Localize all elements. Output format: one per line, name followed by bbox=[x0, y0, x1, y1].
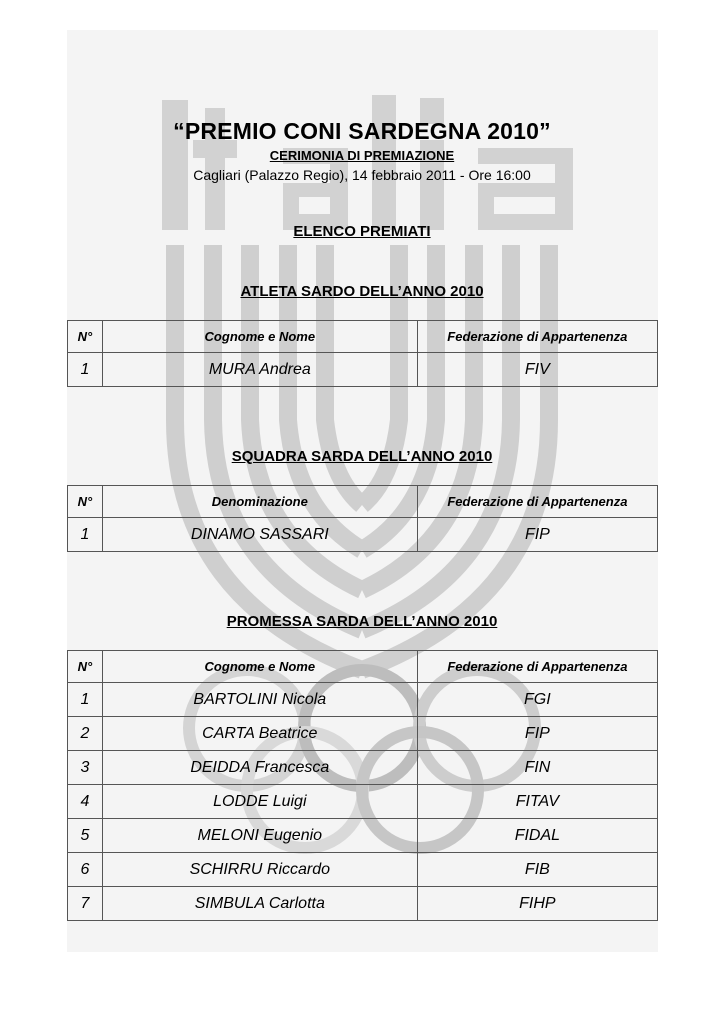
table-squadra bbox=[67, 485, 658, 552]
section-title-atleta: ATLETA SARDO DELL’ANNO 2010 bbox=[240, 283, 484, 300]
table-row bbox=[68, 353, 658, 387]
table-row bbox=[68, 683, 658, 717]
col-header-federation: Federazione di Appartenenza bbox=[417, 651, 657, 683]
table-atleta bbox=[67, 320, 658, 387]
cell-name: CARTA Beatrice bbox=[102, 717, 417, 751]
cell-federation: FIDAL bbox=[417, 819, 657, 853]
cell-name: SIMBULA Carlotta bbox=[102, 887, 417, 921]
cell-federation: FGI bbox=[417, 683, 657, 717]
table-promessa bbox=[67, 650, 658, 921]
cell-federation: FITAV bbox=[417, 785, 657, 819]
cell-number: 5 bbox=[68, 819, 103, 853]
cell-federation: FIP bbox=[417, 518, 657, 552]
cell-number: 4 bbox=[68, 785, 103, 819]
table-row bbox=[68, 717, 658, 751]
section-title-promessa: PROMESSA SARDA DELL’ANNO 2010 bbox=[226, 613, 498, 630]
ceremony-subtitle: CERIMONIA DI PREMIAZIONE bbox=[269, 148, 455, 163]
table-header-row bbox=[68, 651, 658, 683]
cell-name: MURA Andrea bbox=[102, 353, 417, 387]
table-row bbox=[68, 819, 658, 853]
cell-federation: FIV bbox=[417, 353, 657, 387]
cell-number: 2 bbox=[68, 717, 103, 751]
cell-name: LODDE Luigi bbox=[102, 785, 417, 819]
cell-name: DINAMO SASSARI bbox=[102, 518, 417, 552]
col-header-number: N° bbox=[68, 321, 103, 353]
col-header-federation: Federazione di Appartenenza bbox=[417, 486, 657, 518]
cell-number: 3 bbox=[68, 751, 103, 785]
table-header-row bbox=[68, 321, 658, 353]
cell-federation: FIHP bbox=[417, 887, 657, 921]
cell-name: DEIDDA Francesca bbox=[102, 751, 417, 785]
page-title: “PREMIO CONI SARDEGNA 2010” bbox=[173, 118, 551, 144]
awardees-list-title: ELENCO PREMIATI bbox=[293, 223, 431, 240]
col-header-denomination: Denominazione bbox=[102, 486, 417, 518]
table-row bbox=[68, 887, 658, 921]
cell-number: 1 bbox=[68, 353, 103, 387]
cell-name: MELONI Eugenio bbox=[102, 819, 417, 853]
cell-federation: FIP bbox=[417, 717, 657, 751]
cell-number: 7 bbox=[68, 887, 103, 921]
col-header-federation: Federazione di Appartenenza bbox=[417, 321, 657, 353]
col-header-name: Cognome e Nome bbox=[102, 651, 417, 683]
col-header-number: N° bbox=[68, 651, 103, 683]
table-row bbox=[68, 751, 658, 785]
cell-federation: FIB bbox=[417, 853, 657, 887]
table-row bbox=[68, 853, 658, 887]
section-title-squadra: SQUADRA SARDA DELL’ANNO 2010 bbox=[231, 448, 493, 465]
cell-number: 1 bbox=[68, 683, 103, 717]
cell-number: 6 bbox=[68, 853, 103, 887]
col-header-number: N° bbox=[68, 486, 103, 518]
col-header-name: Cognome e Nome bbox=[102, 321, 417, 353]
table-header-row bbox=[68, 486, 658, 518]
table-row bbox=[68, 518, 658, 552]
cell-federation: FIN bbox=[417, 751, 657, 785]
cell-name: BARTOLINI Nicola bbox=[102, 683, 417, 717]
table-row bbox=[68, 785, 658, 819]
cell-number: 1 bbox=[68, 518, 103, 552]
cell-name: SCHIRRU Riccardo bbox=[102, 853, 417, 887]
event-place-date: Cagliari (Palazzo Regio), 14 febbraio 2011 - Ore 16:00 bbox=[193, 167, 531, 183]
